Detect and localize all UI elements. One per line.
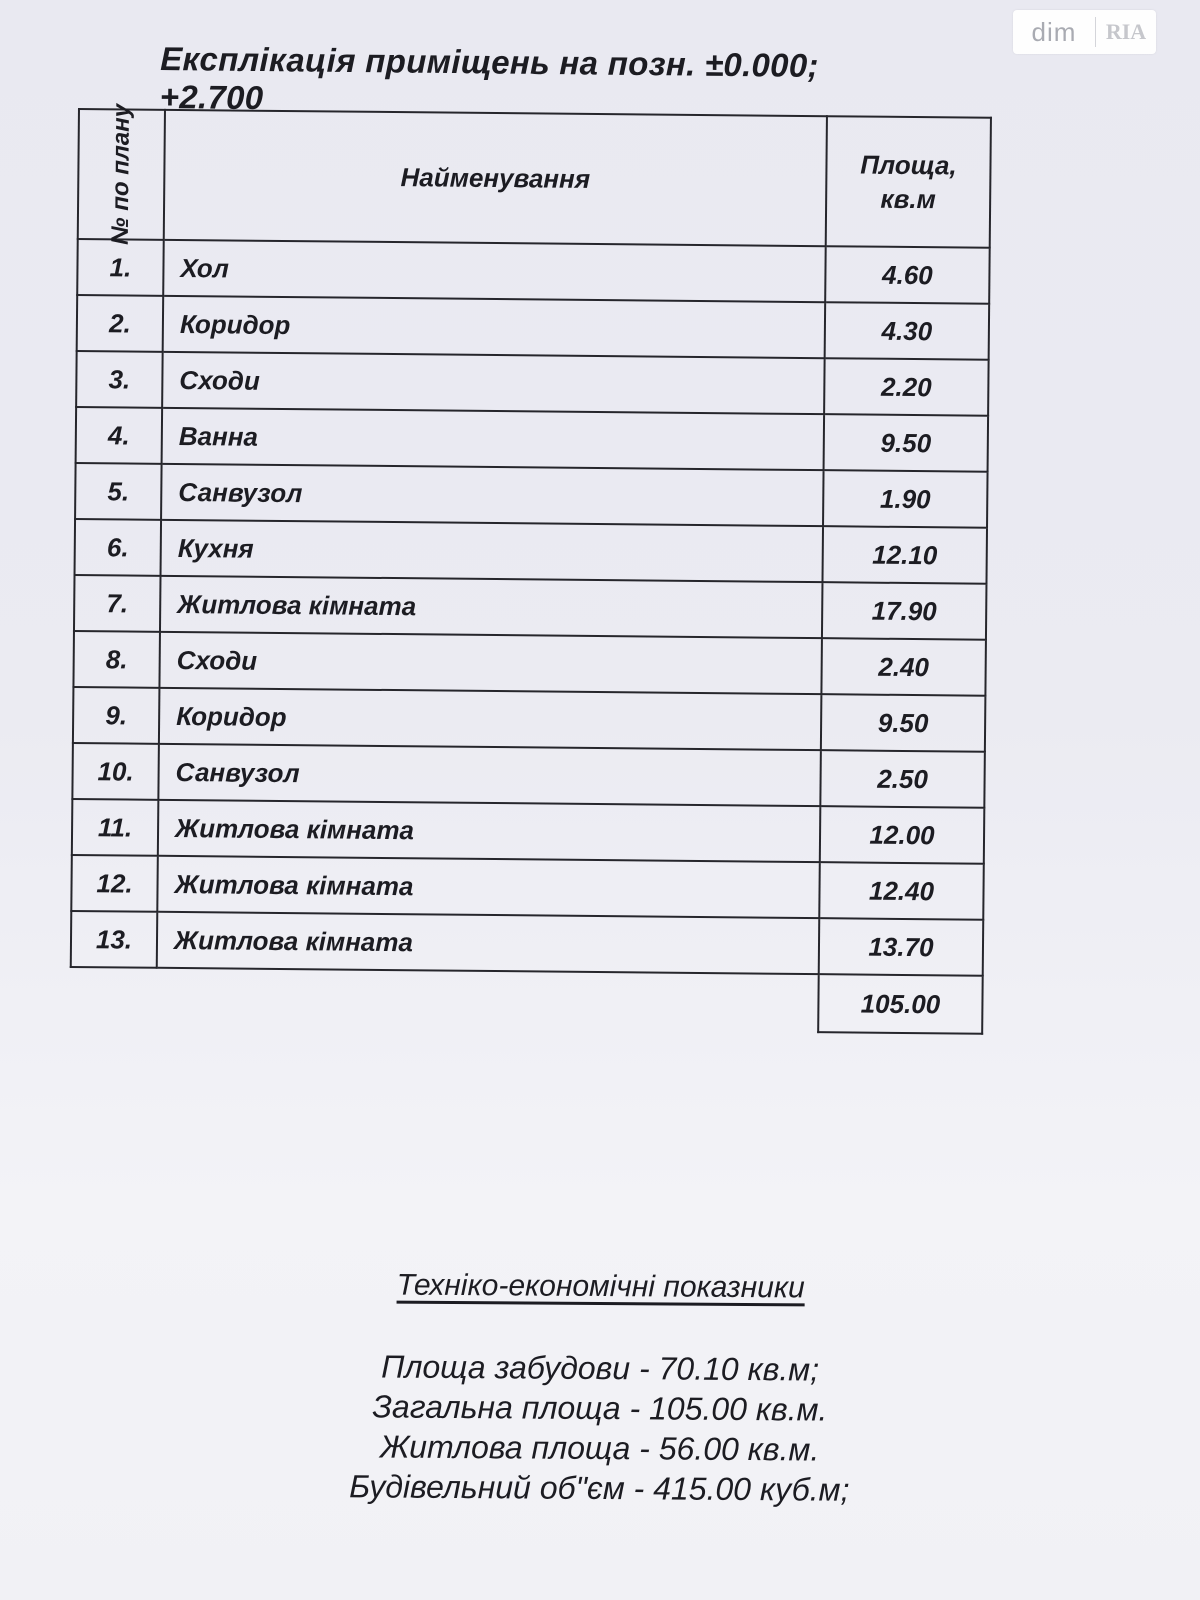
indicator-line: Будівельний об"єм - 415.00 куб.м; <box>349 1468 850 1508</box>
row-number: 8. <box>73 631 160 688</box>
page-title: Експлікація приміщень на позн. ±0.000; +2.700 <box>159 40 819 117</box>
explication-table <box>69 103 992 1035</box>
row-name: Сходи <box>162 352 825 414</box>
row-area: 1.90 <box>823 470 988 528</box>
row-name: Коридор <box>159 688 822 750</box>
row-number: 11. <box>72 799 159 856</box>
row-area: 12.00 <box>820 806 985 864</box>
header-number-cell <box>78 103 165 246</box>
row-area: 12.10 <box>822 526 987 584</box>
indicator-line: Площа забудови - 70.10 кв.м; <box>381 1348 820 1388</box>
watermark-brand: dim <box>1031 16 1077 47</box>
row-area: 4.30 <box>825 302 990 360</box>
indicator-line: Загальна площа - 105.00 кв.м. <box>372 1388 828 1428</box>
row-name: Санвузол <box>161 464 824 526</box>
indicator-line: Житлова площа - 56.00 кв.м. <box>379 1428 820 1468</box>
row-number: 13. <box>71 911 158 968</box>
row-number: 4. <box>76 407 163 464</box>
table-row <box>71 855 983 920</box>
row-name: Кухня <box>161 520 824 582</box>
table-row <box>74 575 986 640</box>
row-area: 2.50 <box>820 750 985 808</box>
row-number: 10. <box>72 743 159 800</box>
row-area: 9.50 <box>821 694 986 752</box>
indicators-list <box>299 1346 900 1510</box>
row-name: Сходи <box>159 632 822 694</box>
total-area: 105.00 <box>818 974 983 1034</box>
row-number: 5. <box>75 463 162 520</box>
table-row <box>72 799 984 864</box>
row-area: 4.60 <box>825 246 990 304</box>
table-row <box>76 351 988 416</box>
table-row <box>73 631 985 696</box>
row-name: Ванна <box>162 408 825 470</box>
row-area: 2.20 <box>824 358 989 416</box>
total-blank-cell <box>70 967 157 1026</box>
indicators-heading: Техніко-економічні показники <box>396 1268 805 1305</box>
header-number-label: № по плану <box>106 103 136 246</box>
row-name: Санвузол <box>158 744 821 806</box>
table-row <box>71 911 983 976</box>
row-name: Хол <box>163 240 826 302</box>
row-number: 12. <box>71 855 158 912</box>
row-area: 17.90 <box>822 582 987 640</box>
row-name: Житлова кімната <box>158 800 821 862</box>
explication-table-wrapper <box>69 103 992 1035</box>
row-number: 1. <box>77 239 164 296</box>
row-area: 12.40 <box>819 862 984 920</box>
total-blank-cell <box>156 968 819 1032</box>
table-row <box>72 743 984 808</box>
table-body <box>70 239 990 1034</box>
row-number: 2. <box>77 295 164 352</box>
technical-indicators <box>299 1268 901 1510</box>
row-name: Житлова кімната <box>160 576 823 638</box>
table-row <box>73 687 985 752</box>
dimria-watermark <box>1013 10 1156 54</box>
row-number: 7. <box>74 575 161 632</box>
table-row <box>75 519 987 584</box>
row-name: Коридор <box>163 296 826 358</box>
ria-logo-icon: RIA <box>1105 19 1147 44</box>
table-header-row <box>78 109 991 248</box>
row-name: Житлова кімната <box>157 912 820 974</box>
row-number: 9. <box>73 687 160 744</box>
row-name: Житлова кімната <box>157 856 820 918</box>
row-area: 9.50 <box>824 414 989 472</box>
header-area <box>826 116 991 248</box>
header-name: Найменування <box>164 110 827 246</box>
table-row <box>77 295 989 360</box>
total-row <box>70 967 983 1034</box>
table-row <box>77 239 989 304</box>
row-area: 13.70 <box>819 918 984 976</box>
table-row <box>76 407 988 472</box>
row-number: 3. <box>76 351 163 408</box>
row-number: 6. <box>75 519 162 576</box>
table-row <box>75 463 987 528</box>
row-area: 2.40 <box>821 638 986 696</box>
header-area-label: Площа, кв.м <box>860 149 957 215</box>
